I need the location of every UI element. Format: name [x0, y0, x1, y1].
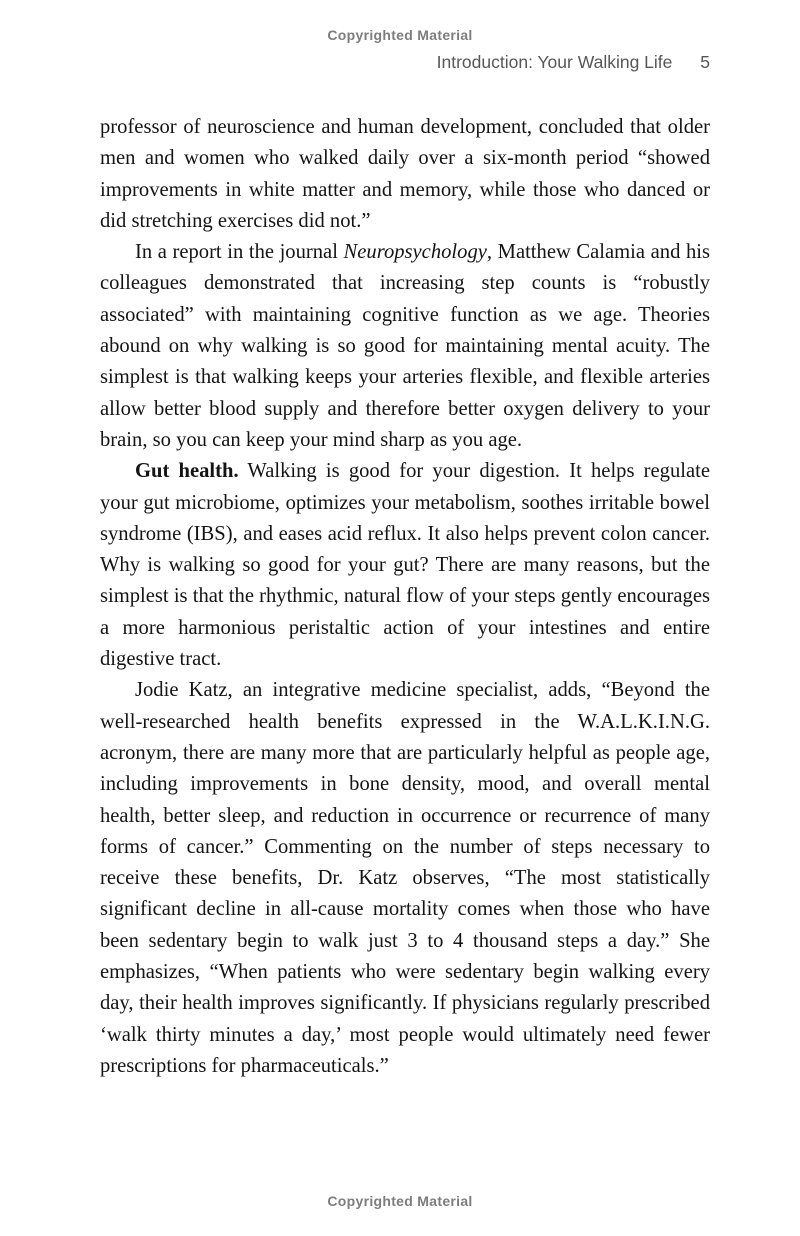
text-segment: professor of neuroscience and human development, concluded that older men and women who walked daily over a six-month period “showed improvements in white matter and memory, while those who danced or did stretching exercises did not.” [100, 116, 710, 232]
paragraph-continuation [100, 112, 710, 237]
page-header [0, 52, 710, 73]
running-head-title: Introduction: Your Walking Life [436, 52, 673, 72]
text-segment: Walking is good for your digestion. It helps regulate your gut microbiome, optimizes your metabolism, soothes irritable bowel syndrome (IBS), and eases acid reflux. It also helps prevent colon cancer. Why is walking so good for your gut? There are many reasons, but the simplest is that the rhythmic, natural flow of your steps gently encourages a more harmonious peristaltic action of your intestines and entire digestive tract. [100, 460, 710, 671]
text-segment: Neuropsychology [343, 241, 487, 264]
copyright-notice-top: Copyrighted Material [327, 27, 473, 43]
text-segment: , Matthew Calamia and his colleagues demonstrated that increasing step counts is “robustly associated” with maintaining cognitive function as we age. Theories abound on why walking is so good for maintaining mental acuity. The simplest is that walking keeps your arteries flexible, and flexible arteries allow better blood supply and therefore better oxygen delivery to your brain, so you can keep your mind sharp as you age. [100, 241, 710, 451]
paragraph-neuropsychology-report [100, 237, 710, 456]
text-segment: Gut health. [135, 460, 239, 483]
page-number: 5 [700, 52, 710, 72]
text-segment: Jodie Katz, an integrative medicine specialist, adds, “Beyond the well-researched health benefits expressed in the W.A.L.K.I.N.G. acronym, there are many more that are particularly helpful as people age, including improvements in bone density, mood, and overall mental health, better sleep, and reduction in occurrence or recurrence of many forms of cancer.” Commenting on the number of steps necessary to receive these benefits, Dr. Katz observes, “The most statistically significant decline in all-cause mortality comes when those who have been sedentary begin to walk just 3 to 4 thousand steps a day.” She emphasizes, “When patients who were sedentary begin walking every day, their health improves significantly. If physicians regularly prescribed ‘walk thirty minutes a day,’ most people would ultimately need fewer prescriptions for pharmaceuticals.” [100, 679, 710, 1077]
copyright-notice-bottom: Copyrighted Material [327, 1193, 473, 1209]
body-text-block [100, 112, 710, 1082]
paragraph-gut-health [100, 456, 710, 675]
paragraph-jodie-katz-quote [100, 675, 710, 1082]
text-segment: In a report in the journal [135, 241, 344, 264]
